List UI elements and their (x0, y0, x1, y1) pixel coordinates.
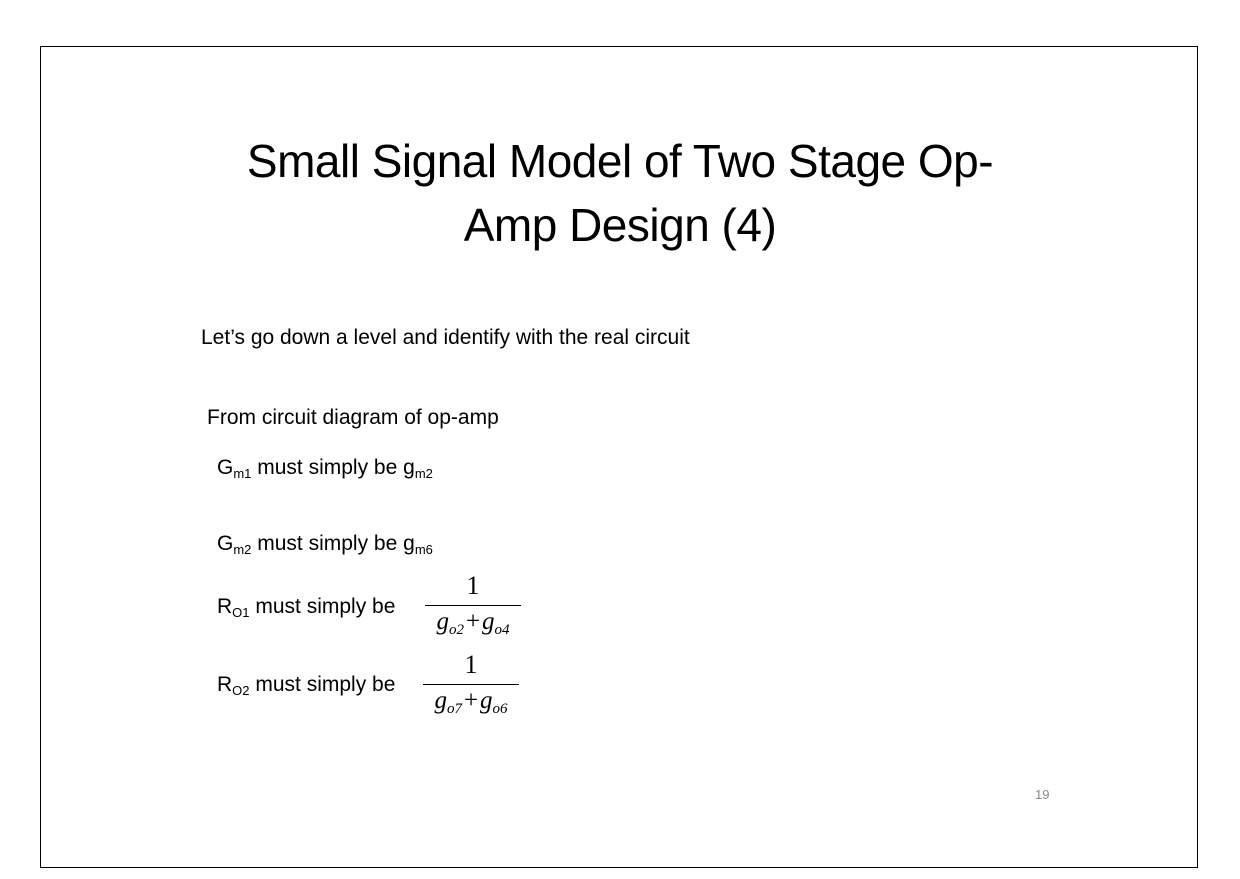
ro1-term2: g (482, 608, 495, 635)
gm1-statement (217, 455, 433, 481)
slide (40, 46, 1198, 868)
gm2-value: g (403, 532, 415, 555)
gm2-statement (217, 531, 433, 557)
ro1-denominator (425, 606, 521, 638)
ro1-statement (217, 594, 395, 620)
gm1-symbol: G (217, 456, 234, 479)
gm2-subscript: m2 (233, 542, 252, 557)
ro1-term2-subscript: o4 (494, 622, 510, 638)
page-number: 19 (1035, 787, 1050, 802)
source-text: From circuit diagram of op-amp (207, 406, 499, 429)
gm1-value: g (403, 456, 415, 479)
ro2-fraction (423, 650, 519, 717)
ro2-text: must simply be (249, 673, 396, 696)
ro2-plus: + (463, 687, 479, 714)
gm2-value-subscript: m6 (414, 542, 433, 557)
gm1-subscript: m1 (233, 466, 252, 481)
gm1-text: must simply be (251, 456, 404, 479)
ro1-term1: g (436, 608, 449, 635)
slide-title (161, 129, 1079, 257)
ro1-plus: + (465, 608, 481, 635)
title-line-1: Small Signal Model of Two Stage Op- (246, 135, 994, 187)
ro1-term1-subscript: o2 (448, 622, 464, 638)
gm2-symbol: G (217, 532, 234, 555)
ro2-subscript: O2 (232, 683, 250, 698)
ro2-numerator: 1 (464, 650, 478, 679)
ro1-numerator: 1 (466, 571, 480, 600)
ro1-subscript: O1 (232, 605, 250, 620)
ro2-denominator (423, 685, 519, 717)
ro1-fraction (425, 571, 521, 638)
title-line-2: Amp Design (4) (463, 199, 777, 251)
ro2-term2: g (480, 687, 493, 714)
ro2-term2-subscript: o6 (492, 701, 508, 717)
ro2-symbol: R (217, 673, 233, 696)
ro2-statement (217, 672, 395, 698)
ro1-text: must simply be (249, 595, 396, 618)
gm2-text: must simply be (251, 532, 404, 555)
intro-text: Let’s go down a level and identify with the real circuit (201, 326, 690, 349)
ro2-term1-subscript: o7 (446, 701, 462, 717)
ro1-symbol: R (217, 595, 233, 618)
ro2-term1: g (434, 687, 447, 714)
gm1-value-subscript: m2 (414, 466, 433, 481)
